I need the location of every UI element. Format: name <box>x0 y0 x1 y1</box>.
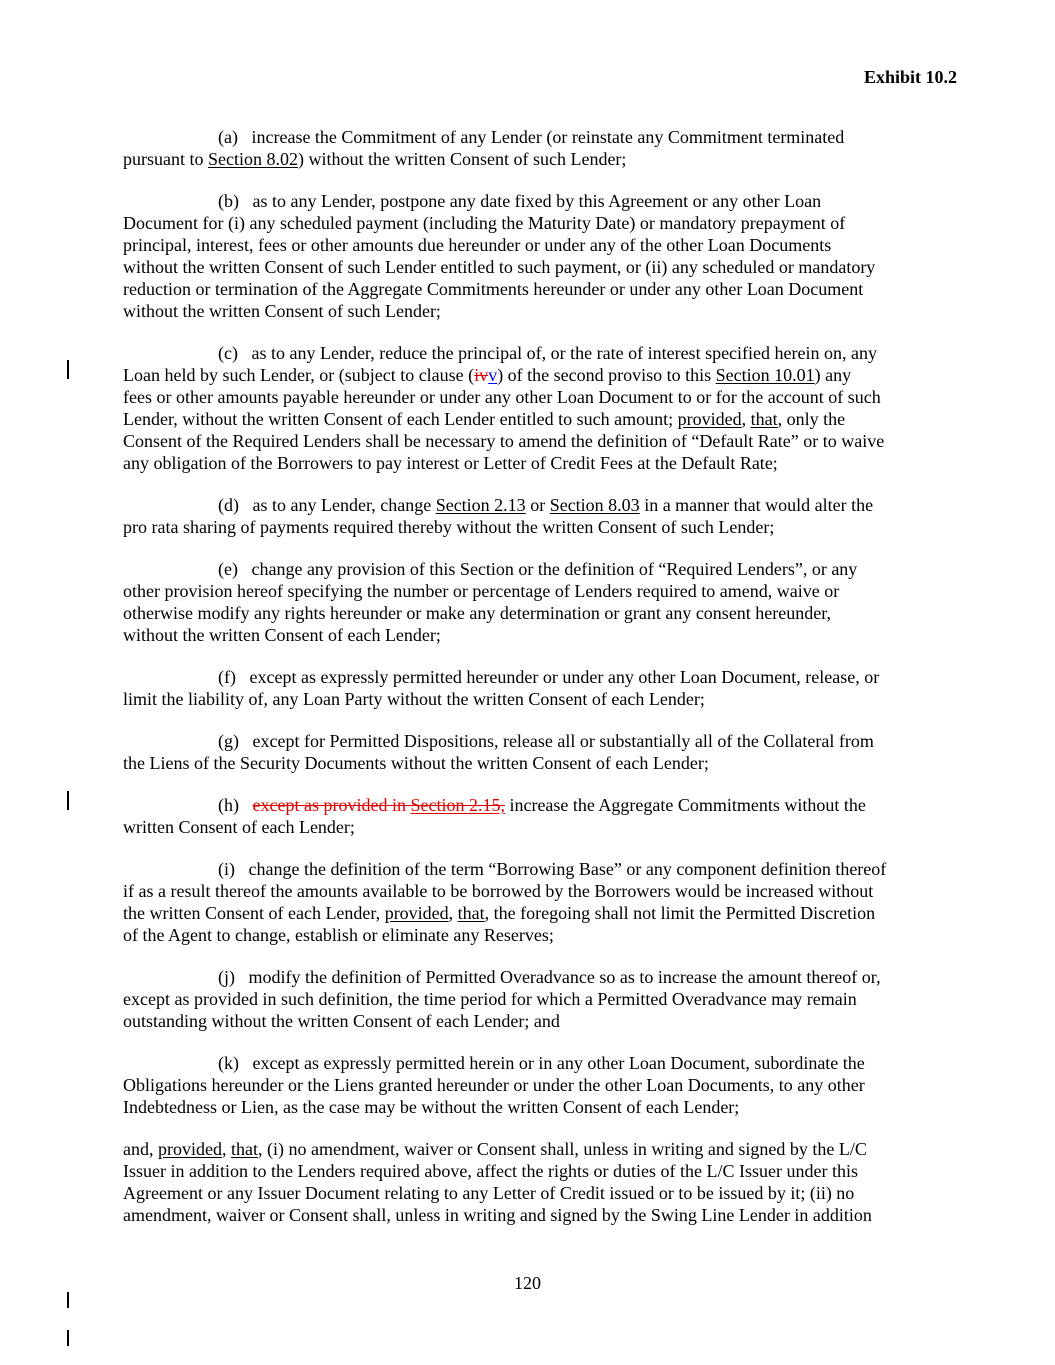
text-line <box>123 430 935 452</box>
text-run: , (i) no amendment, waiver or Consent shall, unless in writing and signed by the L/C <box>257 1139 867 1159</box>
text-run: , only the <box>777 409 846 429</box>
text-run: increase the Aggregate Commitments without the <box>504 795 866 815</box>
text-line <box>123 494 935 516</box>
text-run: ) any <box>814 365 852 385</box>
paragraph-k <box>123 1052 935 1118</box>
text-run: Agreement or any Issuer Document relating to any Letter of Credit issued or to be issued by it; (ii) no <box>123 1183 855 1203</box>
text-line <box>123 386 935 408</box>
paragraph-b <box>123 190 935 322</box>
text-run: (a) increase the Commitment of any Lender (or reinstate any Commitment terminated <box>218 127 845 147</box>
underlined-text: Section 10.01 <box>715 365 815 385</box>
deleted-section-reference: Section 2.15, <box>410 795 505 815</box>
text-line <box>123 190 935 212</box>
underlined-text: provided <box>158 1139 222 1159</box>
text-run: ) of the second proviso to this <box>497 365 716 385</box>
change-bar <box>67 1330 69 1346</box>
text-run: without the written Consent of such Lender; <box>123 301 441 321</box>
text-run: otherwise modify any rights hereunder or make any determination or grant any consent hereunder, <box>123 603 832 623</box>
text-run: (d) as to any Lender, change <box>218 495 436 515</box>
text-run: (b) as to any Lender, postpone any date fixed by this Agreement or any other Loan <box>218 191 822 211</box>
text-line <box>123 580 935 602</box>
text-run: written Consent of each Lender; <box>123 817 355 837</box>
text-run: (c) as to any Lender, reduce the principal of, or the rate of interest specified herein on, any <box>218 343 877 363</box>
text-run: of the Agent to change, establish or eliminate any Reserves; <box>123 925 554 945</box>
text-line <box>123 880 935 902</box>
paragraph-j <box>123 966 935 1032</box>
text-run: limit the liability of, any Loan Party without the written Consent of each Lender; <box>123 689 705 709</box>
text-run: except as provided in such definition, the time period for which a Permitted Overadvance may remain <box>123 989 857 1009</box>
text-line <box>123 752 935 774</box>
text-line <box>123 1074 935 1096</box>
text-run: outstanding without the written Consent of each Lender; and <box>123 1011 560 1031</box>
text-run: (h) <box>218 795 253 815</box>
text-line <box>123 794 935 816</box>
text-run: (f) except as expressly permitted hereunder or under any other Loan Document, release, or <box>218 667 880 687</box>
text-line <box>123 126 935 148</box>
text-line <box>123 148 935 170</box>
text-run: amendment, waiver or Consent shall, unless in writing and signed by the Swing Line Lender in addition <box>123 1205 872 1225</box>
paragraph-closing <box>123 1138 935 1226</box>
deleted-text: iv <box>474 365 489 385</box>
document-body <box>123 126 935 1246</box>
text-run: Loan held by such Lender, or (subject to clause ( <box>123 365 475 385</box>
text-line <box>123 902 935 924</box>
text-run: the Liens of the Security Documents without the written Consent of each Lender; <box>123 753 709 773</box>
text-run: pursuant to <box>123 149 208 169</box>
underlined-text: Section 8.02 <box>208 149 298 169</box>
text-line <box>123 234 935 256</box>
text-line <box>123 212 935 234</box>
text-run: (i) change the definition of the term “Borrowing Base” or any component definition thereof <box>218 859 887 879</box>
paragraph-h <box>123 794 935 838</box>
text-run: Indebtedness or Lien, as the case may be without the written Consent of each Lender; <box>123 1097 740 1117</box>
exhibit-label: Exhibit 10.2 <box>863 67 957 87</box>
underlined-text: Section 2.13 <box>435 495 526 515</box>
text-run: Consent of the Required Lenders shall be necessary to amend the definition of “Default Rate” or to waive <box>123 431 885 451</box>
text-line <box>123 558 935 580</box>
underlined-text: that <box>457 903 485 923</box>
text-run: pro rata sharing of payments required thereby without the written Consent of such Lender; <box>123 517 775 537</box>
text-run: (e) change any provision of this Section or the definition of “Required Lenders”, or any <box>218 559 858 579</box>
text-line <box>123 666 935 688</box>
text-run: principal, interest, fees or other amounts due hereunder or under any of the other Loan Documents <box>123 235 832 255</box>
text-run: Lender, without the written Consent of each Lender entitled to such amount; <box>123 409 678 429</box>
paragraph-c <box>123 342 935 474</box>
text-line <box>123 1182 935 1204</box>
text-run: the written Consent of each Lender, <box>123 903 385 923</box>
text-line <box>123 602 935 624</box>
inserted-text: v <box>488 365 498 385</box>
change-bar <box>67 791 69 810</box>
text-run: without the written Consent of such Lender entitled to such payment, or (ii) any scheduled or mandatory <box>123 257 876 277</box>
text-run: Issuer in addition to the Lenders required above, affect the rights or duties of the L/C Issuer under this <box>123 1161 858 1181</box>
text-run: other provision hereof specifying the number or percentage of Lenders required to amend, waive or <box>123 581 840 601</box>
underlined-text: provided <box>384 903 449 923</box>
text-run: (j) modify the definition of Permitted Overadvance so as to increase the amount thereof or, <box>218 967 881 987</box>
text-run: Obligations hereunder or the Liens granted hereunder or under the other Loan Documents, to any other <box>123 1075 865 1095</box>
text-line <box>123 816 935 838</box>
text-run: reduction or termination of the Aggregate Commitments hereunder or under any other Loan Document <box>123 279 864 299</box>
text-line <box>123 1010 935 1032</box>
text-line <box>123 730 935 752</box>
text-line <box>123 624 935 646</box>
text-line <box>123 688 935 710</box>
text-run: without the written Consent of each Lender; <box>123 625 441 645</box>
text-run: fees or other amounts payable hereunder or under any other Loan Document to or for the account of such <box>123 387 881 407</box>
text-line <box>123 1204 935 1226</box>
text-line <box>123 1052 935 1074</box>
paragraph-e <box>123 558 935 646</box>
text-run: ) without the written Consent of such Lender; <box>298 149 627 169</box>
text-line <box>123 342 935 364</box>
text-run: (g) except for Permitted Dispositions, release all or substantially all of the Collateral from <box>218 731 874 751</box>
text-line <box>123 256 935 278</box>
deleted-text: except as provided in <box>252 795 411 815</box>
text-run: (k) except as expressly permitted herein or in any other Loan Document, subordinate the <box>218 1053 865 1073</box>
text-line <box>123 1160 935 1182</box>
text-line <box>123 924 935 946</box>
underlined-text: that <box>230 1139 258 1159</box>
text-run: , <box>221 1139 231 1159</box>
text-line <box>123 858 935 880</box>
text-run: , <box>741 409 751 429</box>
text-run: any obligation of the Borrowers to pay interest or Letter of Credit Fees at the Default Rate; <box>123 453 778 473</box>
text-line <box>123 364 935 386</box>
text-run: in a manner that would alter the <box>639 495 874 515</box>
text-run: , the foregoing shall not limit the Permitted Discretion <box>484 903 876 923</box>
text-line <box>123 452 935 474</box>
text-run: or <box>525 495 550 515</box>
text-line <box>123 1096 935 1118</box>
text-line <box>123 988 935 1010</box>
text-line <box>123 1138 935 1160</box>
text-run: and, <box>123 1139 158 1159</box>
paragraph-a <box>123 126 935 170</box>
text-line <box>123 278 935 300</box>
underlined-text: provided <box>677 409 742 429</box>
text-line <box>123 516 935 538</box>
text-run: , <box>448 903 458 923</box>
text-line <box>123 300 935 322</box>
paragraph-f <box>123 666 935 710</box>
underlined-text: Section 8.03 <box>549 495 640 515</box>
change-bar <box>67 360 69 379</box>
underlined-text: that <box>750 409 778 429</box>
change-bar <box>67 1292 69 1308</box>
page-number: 120 <box>514 1273 541 1293</box>
text-run: if as a result thereof the amounts available to be borrowed by the Borrowers would be increased without <box>123 881 874 901</box>
text-line <box>123 966 935 988</box>
paragraph-g <box>123 730 935 774</box>
paragraph-i <box>123 858 935 946</box>
text-line <box>123 408 935 430</box>
paragraph-d <box>123 494 935 538</box>
text-run: Document for (i) any scheduled payment (including the Maturity Date) or mandatory prepayment of <box>123 213 846 233</box>
